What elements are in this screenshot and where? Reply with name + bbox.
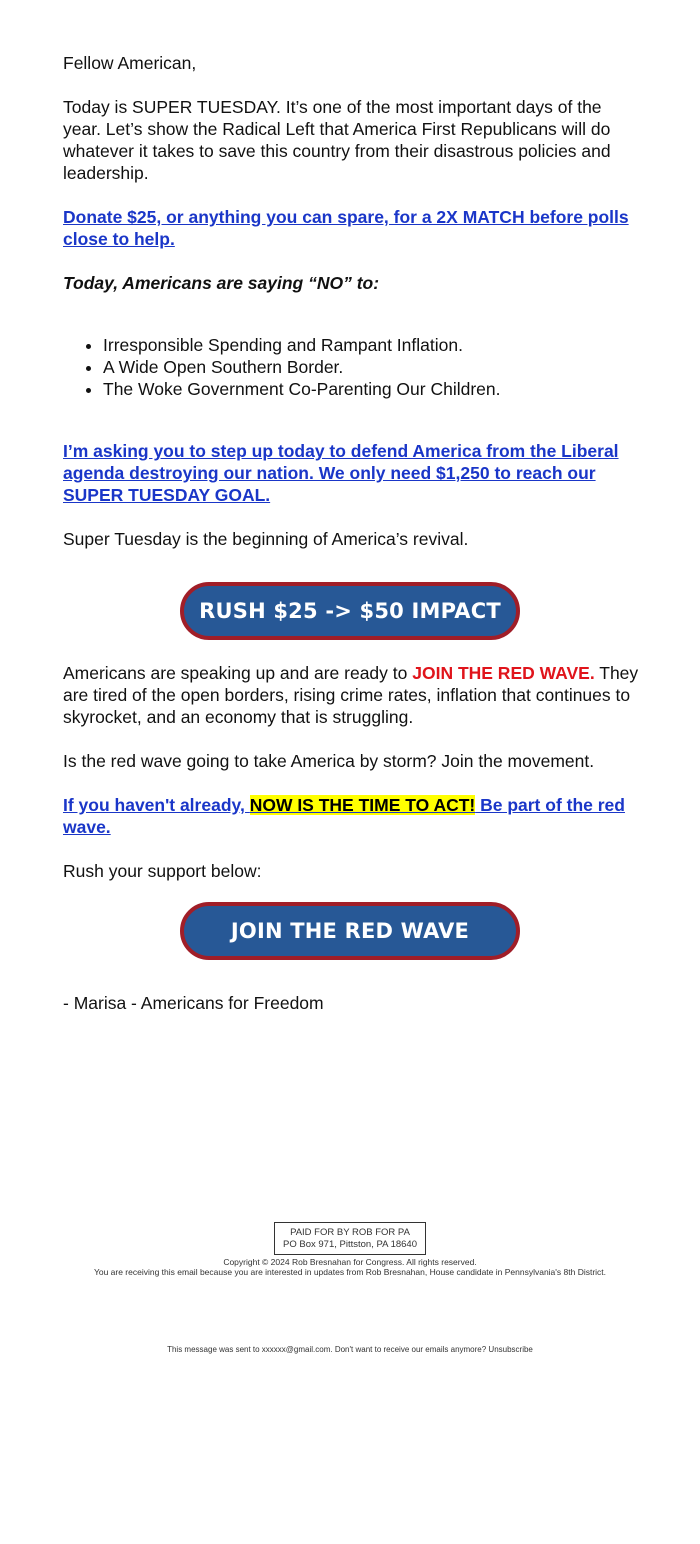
- goal-ask-link[interactable]: I’m asking you to step up today to defend America from the Liberal agenda destroying our nation. We only need $1,250 to reach our SUPER TUESDAY GOAL.: [63, 441, 619, 505]
- act-link-prefix: If you haven't already,: [63, 795, 250, 815]
- rush-support-text: Rush your support below:: [63, 861, 262, 881]
- sent-to-unsubscribe-text[interactable]: This message was sent to xxxxxx@gmail.com. Don't want to receive our emails anymore? Unsubscribe: [167, 1345, 533, 1354]
- join-button-row: [0, 902, 700, 960]
- act-link-suffix: Be part of the red wave.: [63, 795, 625, 837]
- paid-for-disclaimer: [274, 1222, 426, 1255]
- speaking-suffix: They are tired of the open borders, rising crime rates, inflation that continues to skyrocket, and an economy that is struggling.: [63, 663, 639, 727]
- act-now-link[interactable]: [63, 795, 625, 837]
- copyright-text: Copyright © 2024 Rob Bresnahan for Congress. All rights reserved.: [223, 1257, 477, 1267]
- saying-no-heading: Today, Americans are saying “NO” to:: [63, 273, 380, 293]
- receiving-reason-text: You are receiving this email because you are interested in updates from Rob Bresnahan, House candidate in Pennsylvania's 8th District.: [93, 1267, 607, 1277]
- act-link-highlight: NOW IS THE TIME TO ACT!: [249, 795, 476, 815]
- join-red-wave-button[interactable]: JOIN THE RED WAVE: [180, 902, 520, 960]
- signature: - Marisa - Americans for Freedom: [63, 993, 324, 1013]
- issues-list: [63, 334, 643, 400]
- speaking-paragraph: [63, 662, 643, 728]
- address-line: PO Box 971, Pittston, PA 18640: [283, 1239, 417, 1250]
- list-item: • The Woke Government Co-Parenting Our Children.: [103, 378, 643, 400]
- rush-impact-button[interactable]: RUSH $25 -> $50 IMPACT: [180, 582, 520, 640]
- paid-for-line: PAID FOR BY ROB FOR PA: [290, 1227, 410, 1238]
- rush-button-row: [0, 582, 700, 640]
- list-item: • A Wide Open Southern Border.: [103, 356, 643, 378]
- list-item: • Irresponsible Spending and Rampant Inflation.: [103, 334, 643, 356]
- revival-text: Super Tuesday is the beginning of America’s revival.: [63, 529, 469, 549]
- intro-paragraph: Today is SUPER TUESDAY. It’s one of the most important days of the year. Let’s show the Radical Left that America First Republicans will do whatever it takes to save this country from their disastrous policies and leadership.: [63, 97, 611, 183]
- speaking-prefix: Americans are speaking up and are ready to: [63, 663, 413, 683]
- donate-link[interactable]: Donate $25, or anything you can spare, for a 2X MATCH before polls close to help.: [63, 207, 629, 249]
- storm-question: Is the red wave going to take America by storm? Join the movement.: [63, 751, 595, 771]
- email-body: [63, 52, 643, 882]
- red-wave-callout: JOIN THE RED WAVE.: [412, 663, 595, 683]
- greeting: Fellow American,: [63, 53, 197, 73]
